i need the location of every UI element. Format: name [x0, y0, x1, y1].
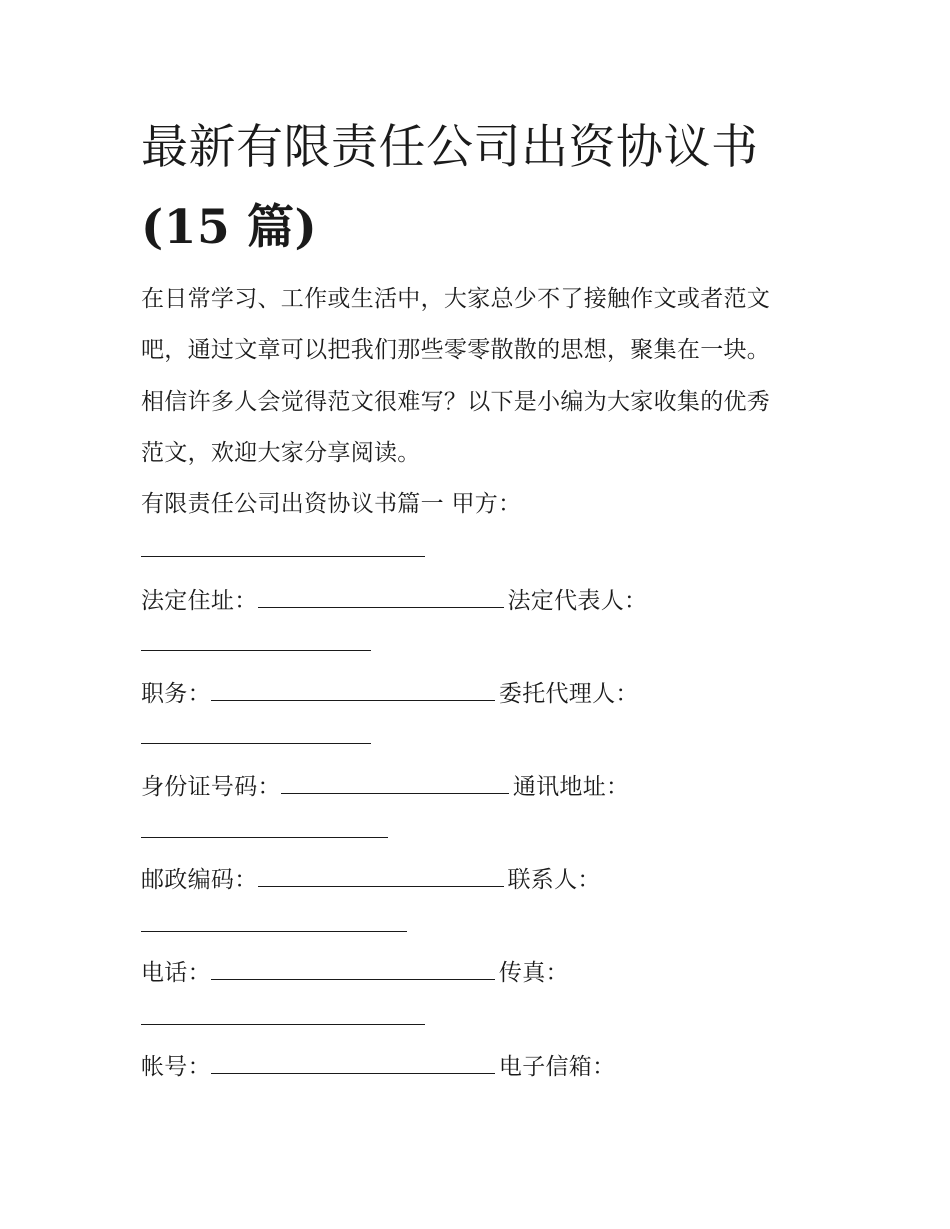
legal-rep-label: 法定代表人： [507, 588, 648, 614]
id-number-label: 身份证号码： [141, 774, 281, 800]
postcode-blank [258, 866, 504, 887]
field-row-position [141, 680, 639, 706]
intro-line-3: 相信许多人会觉得范文很难写？以下是小编为大家收集的优秀 [141, 389, 771, 415]
mail-address-label: 通讯地址： [512, 774, 630, 800]
account-label: 帐号： [141, 1054, 211, 1080]
field-row-id [141, 773, 629, 799]
legal-address-label: 法定住址： [141, 588, 258, 614]
fax-label: 传真： [498, 960, 569, 986]
section-heading: 有限责任公司出资协议书篇一 甲方： [141, 491, 522, 517]
field-row-phone [141, 959, 569, 985]
intro-line-4: 范文，欢迎大家分享阅读。 [141, 440, 421, 466]
email-label: 电子信箱： [498, 1054, 616, 1080]
phone-label: 电话： [141, 960, 211, 986]
legal-address-blank [258, 587, 504, 608]
intro-line-1: 在日常学习、工作或生活中，大家总少不了接触作文或者范文 [141, 286, 771, 312]
fax-blank [141, 1024, 425, 1025]
account-blank [211, 1053, 495, 1074]
party-a-blank [141, 556, 425, 557]
phone-blank [211, 959, 495, 980]
mail-address-blank [141, 837, 388, 838]
field-row-postcode [141, 866, 601, 892]
document-title-count: (15 篇) [141, 200, 318, 255]
agent-label: 委托代理人： [498, 681, 639, 707]
legal-rep-blank [141, 650, 371, 651]
agent-blank [141, 743, 371, 744]
field-row-address [141, 587, 647, 613]
id-number-blank [281, 773, 509, 794]
field-row-account [141, 1053, 615, 1079]
document-title: 最新有限责任公司出资协议书 [141, 120, 759, 175]
contact-label: 联系人： [507, 867, 601, 893]
contact-blank [141, 931, 407, 932]
position-label: 职务： [141, 681, 211, 707]
intro-line-2: 吧，通过文章可以把我们那些零零散散的思想，聚集在一块。 [141, 337, 771, 363]
postcode-label: 邮政编码： [141, 867, 258, 893]
position-blank [211, 680, 495, 701]
